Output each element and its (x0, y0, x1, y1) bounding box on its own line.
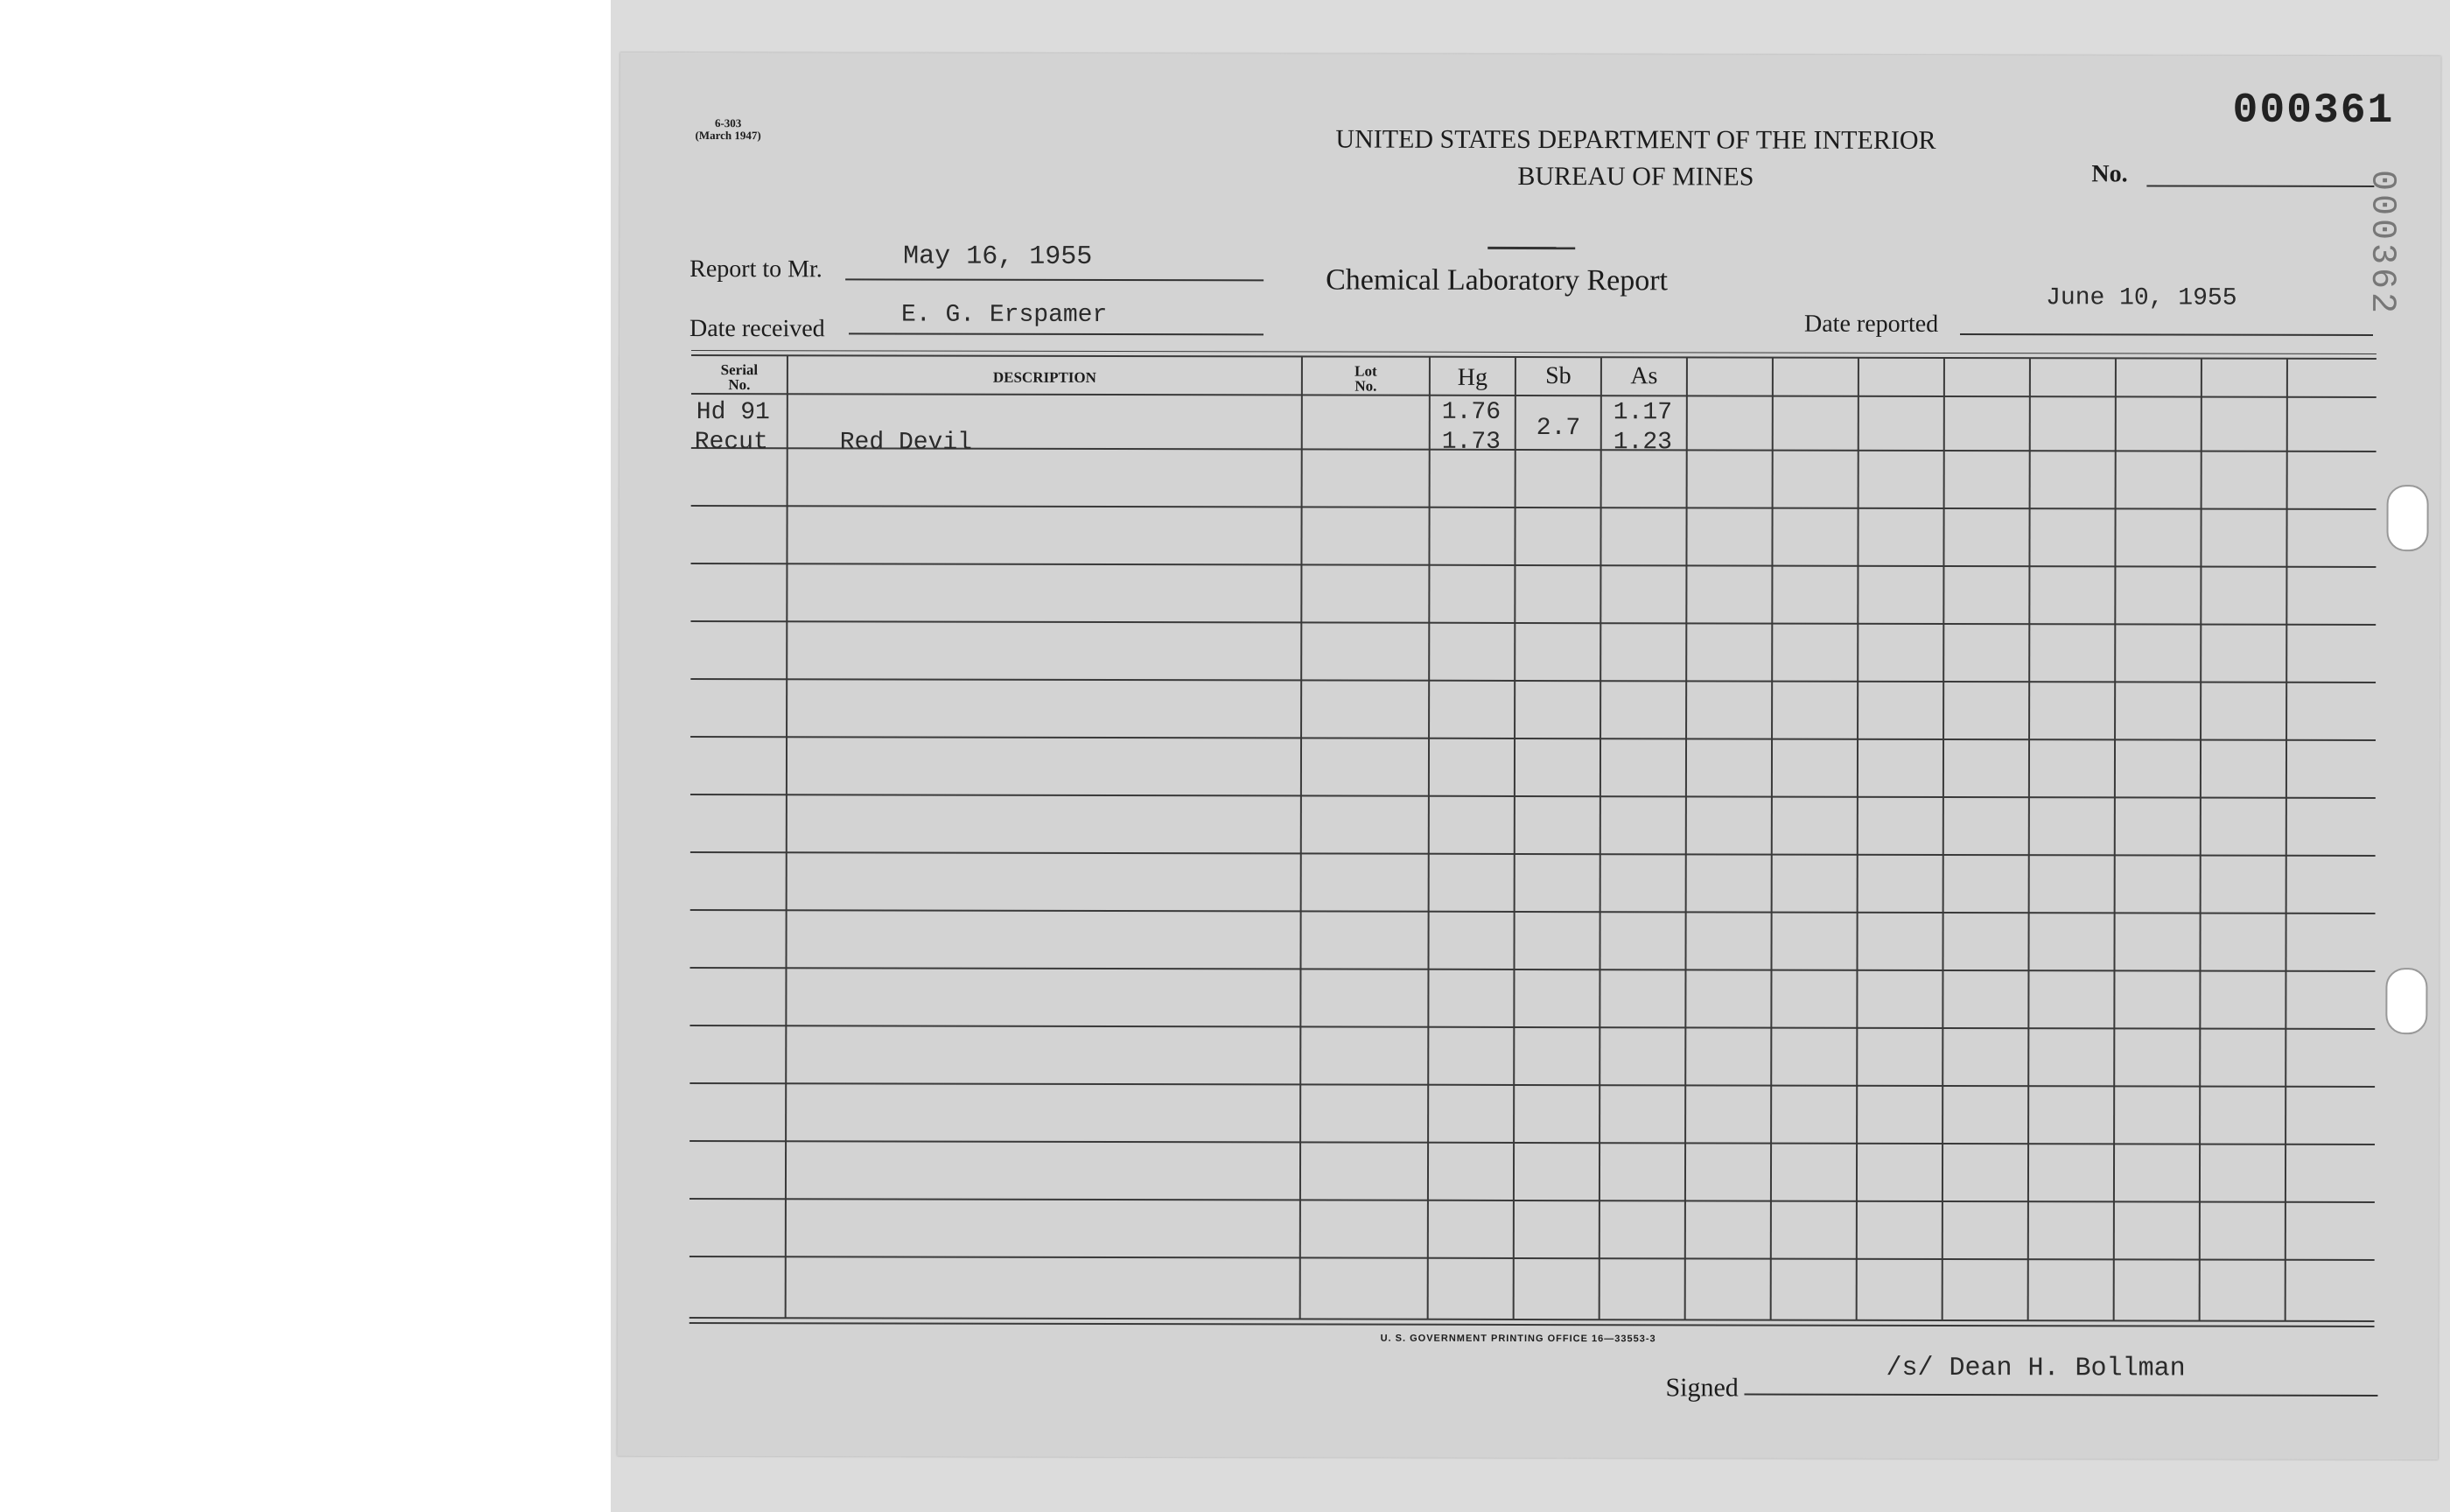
form-code-number: 6-303 (714, 116, 742, 130)
form-code-edition: (March 1947) (695, 129, 761, 143)
row1-as-value2: 1.23 (1613, 429, 1673, 457)
bureau-name: BUREAU OF MINES (1517, 161, 1754, 192)
header-description: DESCRIPTION (992, 368, 1096, 386)
row1-description: Red Devil (839, 429, 973, 457)
document-number: 000361 (2232, 87, 2395, 136)
header-serial-no-label: No. (728, 376, 751, 394)
form-code (695, 117, 760, 142)
row1-hg-value2: 1.73 (1441, 428, 1502, 456)
row1-serial-line1: Hd 91 (696, 399, 770, 427)
results-table (690, 350, 2376, 1329)
signed-value: /s/ Dean H. Bollman (1886, 1353, 2186, 1384)
report-to-line (845, 278, 1264, 281)
report-to-label: Report to Mr. (690, 255, 822, 284)
header-serial-label: Serial (720, 361, 759, 379)
date-received-label: Date received (689, 314, 825, 343)
punch-hole-upper (2386, 485, 2428, 551)
header-lot-label: Lot (1354, 362, 1377, 380)
header-hg: Hg (1457, 363, 1488, 391)
vertical-stamp: 000362 (2362, 169, 2402, 318)
signed-line (1744, 1394, 2377, 1397)
number-label: No. (2091, 160, 2128, 188)
date-received-line (849, 332, 1264, 335)
signed-label: Signed (1665, 1373, 1739, 1403)
date-reported-value: June 10, 1955 (2046, 284, 2237, 312)
header-serial-no (691, 362, 788, 392)
report-to-value: May 16, 1955 (903, 242, 1093, 272)
header-lot-no (1302, 363, 1430, 393)
printer-imprint: U. S. GOVERNMENT PRINTING OFFICE 16—33553-3 (1380, 1333, 1656, 1345)
date-reported-line (1960, 333, 2373, 336)
lab-report-sheet (617, 52, 2440, 1460)
row1-as-value1: 1.17 (1613, 399, 1673, 427)
agency-name: UNITED STATES DEPARTMENT OF THE INTERIOR (1335, 124, 1936, 155)
header-lot-no-label: No. (1354, 377, 1377, 395)
row1-serial-line2: Recut (694, 429, 768, 457)
number-line (2146, 185, 2374, 187)
row1-sb-value: 2.7 (1536, 415, 1581, 443)
row1-hg-value1: 1.76 (1441, 398, 1502, 426)
report-title: Chemical Laboratory Report (1326, 263, 1669, 298)
table-grid-lines (690, 350, 2376, 1329)
title-rule (1488, 247, 1575, 249)
header-as: As (1630, 362, 1658, 390)
header-sb: Sb (1545, 362, 1572, 390)
date-reported-label: Date reported (1804, 310, 1939, 338)
punch-hole-lower (2385, 968, 2427, 1034)
date-received-value: E. G. Erspamer (901, 301, 1108, 329)
